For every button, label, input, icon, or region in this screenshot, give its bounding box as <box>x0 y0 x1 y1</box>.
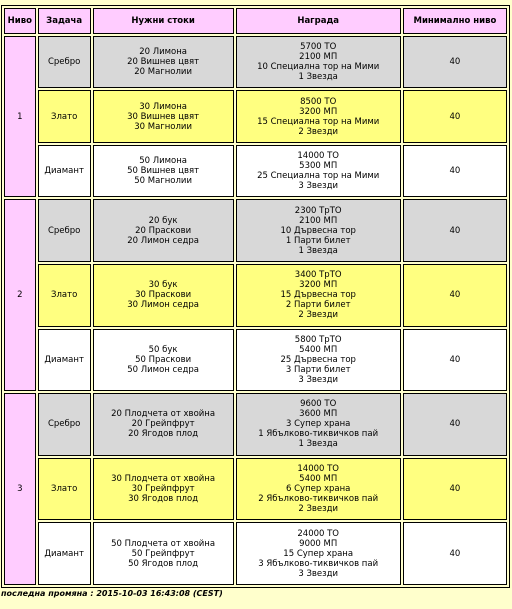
goods-line: 30 Лимон седра <box>127 300 199 311</box>
reward-line: 9000 МП <box>299 538 338 549</box>
reward-line: 3200 МП <box>299 106 338 117</box>
task-cell: Злато <box>38 90 91 142</box>
goods-cell <box>93 264 234 327</box>
last-modified: последна промяна : 2015-10-03 16:43:08 (CEST) <box>1 589 223 598</box>
reward-cell <box>236 36 401 88</box>
goods-cell <box>93 393 234 456</box>
goods-line: 20 Магнолии <box>134 67 192 78</box>
reward-line: 1 Ябълково-тиквичков пай <box>258 429 379 440</box>
reward-line: 25 Дървесна тор <box>280 354 356 365</box>
goods-cell <box>93 36 234 88</box>
reward-line: 3 Звезди <box>298 568 339 579</box>
goods-line: 20 Плодчета от хвойна <box>111 409 216 420</box>
reward-line: 1 Звезда <box>298 439 338 450</box>
goods-line: 20 Лимон седра <box>127 235 199 246</box>
task-cell: Злато <box>38 458 91 521</box>
reward-line: 5700 ТО <box>300 42 337 53</box>
reward-line: 9600 ТО <box>300 399 337 410</box>
goods-line: 50 Праскови <box>135 354 192 365</box>
goods-line: 30 Праскови <box>135 290 192 301</box>
header-row <box>4 8 507 34</box>
task-cell: Сребро <box>38 393 91 456</box>
task-cell: Диамант <box>38 329 91 392</box>
reward-line: 14000 ТО <box>297 464 339 475</box>
goods-line: 50 Лимон седра <box>127 364 199 375</box>
reward-line: 3 Ябълково-тиквичков пай <box>258 558 379 569</box>
goods-line: 50 Ягодов плод <box>128 558 199 569</box>
reward-line: 5400 МП <box>299 474 338 485</box>
goods-cell <box>93 145 234 197</box>
reward-line: 8500 ТО <box>300 96 337 107</box>
reward-line: 2 Парти билет <box>285 300 351 311</box>
reward-line: 2 Ябълково-тиквичков пай <box>258 494 379 505</box>
reward-line: 5400 МП <box>299 344 338 355</box>
task-cell: Диамант <box>38 522 91 585</box>
table-row <box>4 36 507 88</box>
goods-line: 50 Плодчета от хвойна <box>111 538 216 549</box>
quest-table-body <box>4 36 507 585</box>
goods-line: 20 Вишнев цвят <box>127 57 200 68</box>
reward-cell <box>236 458 401 521</box>
reward-line: 15 Дървесна тор <box>280 290 356 301</box>
goods-line: 50 Лимона <box>139 156 188 167</box>
goods-cell <box>93 522 234 585</box>
reward-line: 2300 ТрТО <box>294 205 342 216</box>
goods-line: 50 бук <box>148 344 178 355</box>
reward-line: 2100 МП <box>299 52 338 63</box>
min-level-cell: 40 <box>403 522 507 585</box>
goods-line: 20 Лимона <box>139 47 188 58</box>
goods-cell <box>93 199 234 262</box>
goods-line: 30 Лимона <box>139 101 188 112</box>
task-cell: Злато <box>38 264 91 327</box>
goods-line: 30 Магнолии <box>134 121 192 132</box>
goods-line: 20 Праскови <box>135 225 192 236</box>
goods-line: 30 Плодчета от хвойна <box>111 474 216 485</box>
table-row <box>4 145 507 197</box>
reward-line: 3 Звезди <box>298 181 339 192</box>
reward-line: 3 Парти билет <box>285 364 351 375</box>
min-level-cell: 40 <box>403 264 507 327</box>
reward-line: 3 Звезди <box>298 374 339 385</box>
reward-cell <box>236 329 401 392</box>
reward-line: 3200 МП <box>299 280 338 291</box>
table-row <box>4 90 507 142</box>
header-goods: Нужни стоки <box>93 8 234 34</box>
task-cell: Сребро <box>38 199 91 262</box>
reward-line: 1 Звезда <box>298 72 338 83</box>
reward-line: 2100 МП <box>299 215 338 226</box>
reward-line: 2 Звезди <box>298 126 339 137</box>
reward-cell <box>236 522 401 585</box>
reward-cell <box>236 145 401 197</box>
min-level-cell: 40 <box>403 90 507 142</box>
reward-cell <box>236 90 401 142</box>
reward-cell <box>236 199 401 262</box>
min-level-cell: 40 <box>403 458 507 521</box>
level-cell: 3 <box>4 393 36 585</box>
min-level-cell: 40 <box>403 329 507 392</box>
reward-line: 10 Дървесна тор <box>280 225 356 236</box>
reward-line: 5300 МП <box>299 161 338 172</box>
table-row <box>4 329 507 392</box>
reward-line: 24000 ТО <box>297 528 339 539</box>
task-cell: Диамант <box>38 145 91 197</box>
goods-line: 50 Вишнев цвят <box>127 166 200 177</box>
goods-cell <box>93 329 234 392</box>
reward-line: 3 Супер храна <box>286 419 351 430</box>
goods-line: 30 Ягодов плод <box>128 494 199 505</box>
reward-line: 15 Специална тор на Мими <box>257 116 380 127</box>
goods-line: 30 Вишнев цвят <box>127 111 200 122</box>
table-row <box>4 199 507 262</box>
min-level-cell: 40 <box>403 199 507 262</box>
goods-line: 50 Грейпфрут <box>131 548 195 559</box>
reward-line: 25 Специална тор на Мими <box>257 171 380 182</box>
header-task: Задача <box>38 8 91 34</box>
reward-line: 14000 ТО <box>297 151 339 162</box>
reward-line: 10 Специална тор на Мими <box>257 62 380 73</box>
reward-line: 6 Супер храна <box>286 484 351 495</box>
reward-cell <box>236 393 401 456</box>
goods-cell <box>93 458 234 521</box>
goods-line: 30 Грейпфрут <box>131 484 195 495</box>
task-cell: Сребро <box>38 36 91 88</box>
header-level: Ниво <box>4 8 36 34</box>
header-min-level: Минимално ниво <box>403 8 507 34</box>
table-row <box>4 264 507 327</box>
reward-line: 3600 МП <box>299 409 338 420</box>
reward-line: 15 Супер храна <box>283 548 354 559</box>
level-cell: 2 <box>4 199 36 391</box>
table-row <box>4 522 507 585</box>
min-level-cell: 40 <box>403 36 507 88</box>
goods-cell <box>93 90 234 142</box>
quest-table <box>1 5 510 588</box>
goods-line: 20 Ягодов плод <box>128 429 199 440</box>
reward-line: 2 Звезди <box>298 310 339 321</box>
level-cell: 1 <box>4 36 36 197</box>
reward-cell <box>236 264 401 327</box>
table-row <box>4 458 507 521</box>
reward-line: 1 Парти билет <box>285 235 351 246</box>
goods-line: 50 Магнолии <box>134 176 192 187</box>
goods-line: 20 бук <box>148 215 178 226</box>
reward-line: 3400 ТрТО <box>294 270 342 281</box>
goods-line: 20 Грейпфрут <box>131 419 195 430</box>
header-reward: Награда <box>236 8 401 34</box>
min-level-cell: 40 <box>403 393 507 456</box>
min-level-cell: 40 <box>403 145 507 197</box>
reward-line: 2 Звезди <box>298 504 339 515</box>
goods-line: 30 бук <box>148 280 178 291</box>
table-row <box>4 393 507 456</box>
reward-line: 1 Звезда <box>298 245 338 256</box>
reward-line: 5800 ТрТО <box>294 334 342 345</box>
